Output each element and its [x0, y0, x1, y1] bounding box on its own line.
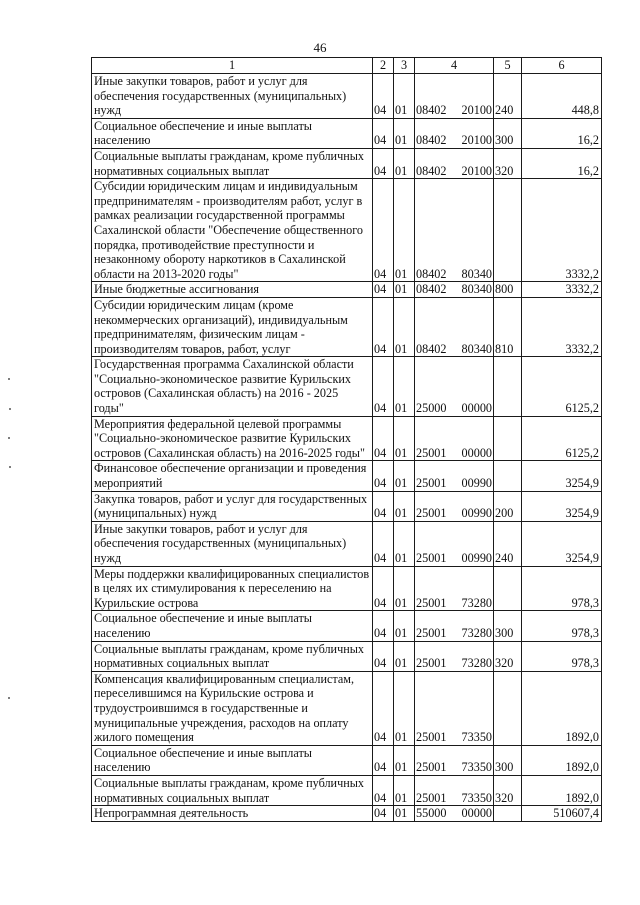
row-expense-type: [494, 179, 522, 282]
row-name: Иные закупки товаров, работ и услуг для обеспечения государственных (муниципальных) нужд: [92, 521, 373, 566]
table-row: [92, 566, 602, 611]
row-expense-type: [494, 461, 522, 491]
row-expense-type: 240: [494, 74, 522, 119]
row-target-article: [415, 74, 494, 119]
row-section: 04: [373, 416, 394, 461]
row-section: 04: [373, 745, 394, 775]
target-article-direction: 20100: [461, 163, 492, 178]
row-section: 04: [373, 806, 394, 822]
row-amount: 510607,4: [522, 806, 602, 822]
row-section: 04: [373, 357, 394, 416]
row-expense-type: 320: [494, 775, 522, 805]
row-name: Социальные выплаты гражданам, кроме публичных нормативных социальных выплат: [92, 641, 373, 671]
row-target-article: [415, 461, 494, 491]
row-target-article: [415, 118, 494, 148]
target-article-direction: 80340: [461, 266, 492, 281]
row-subsection: 01: [394, 671, 415, 745]
row-amount: 3332,2: [522, 282, 602, 298]
target-article-program: 25000: [416, 401, 447, 416]
table-row: [92, 641, 602, 671]
row-subsection: 01: [394, 416, 415, 461]
budget-table: [91, 57, 602, 822]
row-amount: 978,3: [522, 566, 602, 611]
table-row: [92, 611, 602, 641]
row-amount: 448,8: [522, 74, 602, 119]
table-row: [92, 461, 602, 491]
row-name: Социальные выплаты гражданам, кроме публичных нормативных социальных выплат: [92, 148, 373, 178]
row-amount: 1892,0: [522, 745, 602, 775]
table-row: [92, 491, 602, 521]
column-header: 4: [415, 58, 494, 74]
target-article-direction: 00000: [461, 401, 492, 416]
row-expense-type: [494, 806, 522, 822]
row-subsection: 01: [394, 641, 415, 671]
row-expense-type: 240: [494, 521, 522, 566]
target-article-direction: 00990: [461, 476, 492, 491]
row-expense-type: 810: [494, 297, 522, 356]
row-expense-type: [494, 671, 522, 745]
table-row: [92, 806, 602, 822]
row-name: Непрограммная деятельность: [92, 806, 373, 822]
target-article-program: 25001: [416, 730, 447, 745]
table-row: [92, 416, 602, 461]
row-target-article: [415, 611, 494, 641]
row-subsection: 01: [394, 461, 415, 491]
row-name: Социальное обеспечение и иные выплаты населению: [92, 118, 373, 148]
target-article-program: 25001: [416, 656, 447, 671]
row-expense-type: 300: [494, 118, 522, 148]
table-row: [92, 179, 602, 282]
row-expense-type: 320: [494, 148, 522, 178]
row-amount: 1892,0: [522, 775, 602, 805]
target-article-program: 25001: [416, 790, 447, 805]
page-number: 46: [313, 40, 327, 55]
row-section: 04: [373, 118, 394, 148]
target-article-program: 25001: [416, 760, 447, 775]
row-target-article: [415, 491, 494, 521]
target-article-direction: 80340: [461, 282, 492, 297]
row-expense-type: [494, 357, 522, 416]
row-target-article: [415, 806, 494, 822]
target-article-direction: 73280: [461, 656, 492, 671]
column-header: 3: [394, 58, 415, 74]
target-article-program: 08402: [416, 341, 447, 356]
row-subsection: 01: [394, 775, 415, 805]
target-article-program: 08402: [416, 103, 447, 118]
row-target-article: [415, 416, 494, 461]
row-target-article: [415, 179, 494, 282]
row-name: Компенсация квалифицированным специалистам, переселившимся на Курильские острова и трудоустроившимся в государственные и муниципальные учреждения, расходов на оплату жилого помещения: [92, 671, 373, 745]
row-subsection: 01: [394, 566, 415, 611]
scan-mark: [8, 437, 10, 439]
table-row: [92, 74, 602, 119]
target-article-program: 25001: [416, 445, 447, 460]
row-subsection: 01: [394, 74, 415, 119]
table-row: [92, 775, 602, 805]
table-row: [92, 357, 602, 416]
row-amount: 16,2: [522, 118, 602, 148]
row-amount: 3332,2: [522, 297, 602, 356]
row-section: 04: [373, 179, 394, 282]
target-article-direction: 00990: [461, 551, 492, 565]
row-subsection: 01: [394, 148, 415, 178]
target-article-program: 08402: [416, 266, 447, 281]
row-name: Социальные выплаты гражданам, кроме публичных нормативных социальных выплат: [92, 775, 373, 805]
scan-mark: [9, 408, 11, 410]
row-name: Закупка товаров, работ и услуг для государственных (муниципальных) нужд: [92, 491, 373, 521]
row-subsection: 01: [394, 745, 415, 775]
row-name: Финансовое обеспечение организации и проведения мероприятий: [92, 461, 373, 491]
row-target-article: [415, 775, 494, 805]
table-row: [92, 148, 602, 178]
row-amount: 6125,2: [522, 416, 602, 461]
target-article-direction: 20100: [461, 103, 492, 118]
row-name: Меры поддержки квалифицированных специалистов в целях их стимулирования к переселению на Курильские острова: [92, 566, 373, 611]
row-section: 04: [373, 641, 394, 671]
row-amount: 3254,9: [522, 491, 602, 521]
row-target-article: [415, 566, 494, 611]
row-target-article: [415, 745, 494, 775]
row-target-article: [415, 671, 494, 745]
row-amount: 1892,0: [522, 671, 602, 745]
row-name: Субсидии юридическим лицам (кроме некоммерческих организаций), индивидуальным предпринимателям, физическим лицам - производителям товаров, работ, услуг: [92, 297, 373, 356]
row-section: 04: [373, 282, 394, 298]
row-name: Мероприятия федеральной целевой программы "Социально-экономическое развитие Курильских островов (Сахалинская область) на 2016-2025 годы": [92, 416, 373, 461]
row-name: Социальное обеспечение и иные выплаты населению: [92, 611, 373, 641]
target-article-program: 08402: [416, 133, 447, 148]
row-name: Иные закупки товаров, работ и услуг для обеспечения государственных (муниципальных) нужд: [92, 74, 373, 119]
table-row: [92, 282, 602, 298]
row-expense-type: [494, 416, 522, 461]
target-article-program: 25001: [416, 551, 447, 565]
row-subsection: 01: [394, 491, 415, 521]
row-target-article: [415, 641, 494, 671]
row-expense-type: 320: [494, 641, 522, 671]
target-article-direction: 73350: [461, 760, 492, 775]
column-header: 6: [522, 58, 602, 74]
row-section: 04: [373, 297, 394, 356]
row-amount: 3254,9: [522, 461, 602, 491]
target-article-direction: 73280: [461, 595, 492, 610]
target-article-direction: 00000: [461, 445, 492, 460]
row-amount: 978,3: [522, 641, 602, 671]
target-article-direction: 80340: [461, 341, 492, 356]
column-header: 1: [92, 58, 373, 74]
row-section: 04: [373, 611, 394, 641]
target-article-direction: 00000: [461, 806, 492, 821]
table-row: [92, 671, 602, 745]
row-expense-type: 800: [494, 282, 522, 298]
row-subsection: 01: [394, 611, 415, 641]
row-subsection: 01: [394, 118, 415, 148]
row-section: 04: [373, 461, 394, 491]
row-subsection: 01: [394, 297, 415, 356]
table-row: [92, 297, 602, 356]
row-name: Социальное обеспечение и иные выплаты населению: [92, 745, 373, 775]
row-subsection: 01: [394, 521, 415, 566]
row-name: Иные бюджетные ассигнования: [92, 282, 373, 298]
target-article-direction: 20100: [461, 133, 492, 148]
target-article-program: 25001: [416, 476, 447, 491]
row-amount: 978,3: [522, 611, 602, 641]
row-target-article: [415, 148, 494, 178]
row-target-article: [415, 297, 494, 356]
row-expense-type: 200: [494, 491, 522, 521]
target-article-direction: 00990: [461, 506, 492, 521]
scan-mark: [9, 466, 11, 468]
row-subsection: 01: [394, 179, 415, 282]
row-section: 04: [373, 671, 394, 745]
target-article-direction: 73350: [461, 730, 492, 745]
table-row: [92, 745, 602, 775]
row-section: 04: [373, 74, 394, 119]
row-subsection: 01: [394, 357, 415, 416]
header-row: [92, 58, 602, 74]
row-expense-type: 300: [494, 745, 522, 775]
row-amount: 16,2: [522, 148, 602, 178]
target-article-program: 25001: [416, 625, 447, 640]
row-target-article: [415, 282, 494, 298]
row-subsection: 01: [394, 806, 415, 822]
row-section: 04: [373, 521, 394, 566]
row-amount: 6125,2: [522, 357, 602, 416]
row-section: 04: [373, 775, 394, 805]
table-row: [92, 521, 602, 566]
target-article-program: 55000: [416, 806, 447, 821]
row-amount: 3254,9: [522, 521, 602, 566]
target-article-direction: 73280: [461, 625, 492, 640]
row-section: 04: [373, 148, 394, 178]
row-name: Государственная программа Сахалинской области "Социально-экономическое развитие Курильских островов (Сахалинская область) на 2016 - 2025 годы": [92, 357, 373, 416]
column-header: 2: [373, 58, 394, 74]
row-expense-type: 300: [494, 611, 522, 641]
target-article-direction: 73350: [461, 790, 492, 805]
row-expense-type: [494, 566, 522, 611]
target-article-program: 25001: [416, 595, 447, 610]
row-target-article: [415, 357, 494, 416]
target-article-program: 25001: [416, 506, 447, 521]
row-section: 04: [373, 566, 394, 611]
scan-mark: [8, 378, 10, 380]
row-section: 04: [373, 491, 394, 521]
scan-mark: [8, 697, 10, 699]
target-article-program: 08402: [416, 163, 447, 178]
row-amount: 3332,2: [522, 179, 602, 282]
row-target-article: [415, 521, 494, 566]
row-name: Субсидии юридическим лицам и индивидуальным предпринимателям - производителям работ, услуг в рамках реализации государственной программы Сахалинской области "Обеспечение общественного порядка, противодействие преступности и незаконному обороту наркотиков в Сахалинской области на 2013-2020 годы": [92, 179, 373, 282]
row-subsection: 01: [394, 282, 415, 298]
target-article-program: 08402: [416, 282, 447, 297]
column-header: 5: [494, 58, 522, 74]
table-row: [92, 118, 602, 148]
